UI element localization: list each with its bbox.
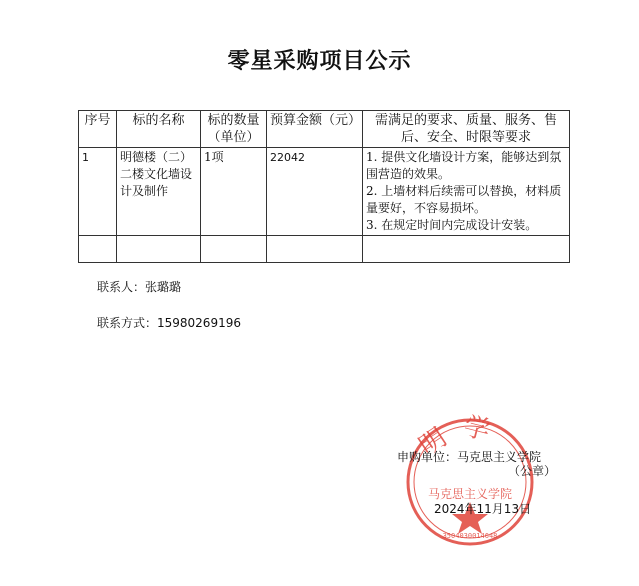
seal-code: 3504030014648 — [442, 532, 498, 540]
col-header-qty: 标的数量（单位） — [201, 111, 267, 148]
empty-cell — [79, 236, 117, 263]
seal-note: （公章） — [508, 464, 557, 478]
requirement-item: 3. 在规定时间内完成设计安装。 — [366, 218, 538, 232]
empty-cell — [363, 236, 570, 263]
table-header-row — [79, 111, 570, 148]
cell-name: 明德楼（二）二楼文化墙设计及制作 — [117, 148, 201, 236]
cell-qty: 1项 — [201, 148, 267, 236]
table-row — [79, 148, 570, 236]
requirement-item: 1. 提供文化墙设计方案，能够达到氛围营造的效果。 — [366, 150, 562, 181]
cell-budget: 22042 — [267, 148, 363, 236]
col-header-budget: 预算金额（元） — [267, 111, 363, 148]
contact-person: 联系人：张璐璐 — [97, 280, 182, 294]
contact-phone: 联系方式：15980269196 — [97, 316, 241, 330]
col-header-name: 标的名称 — [117, 111, 201, 148]
cell-requirements — [363, 148, 570, 236]
seal-bottom-text: 马克思主义学院 — [427, 487, 513, 501]
page-title: 零星采购项目公示 — [227, 48, 412, 74]
seal-arc-text: 明学 — [413, 411, 507, 462]
requesting-unit: 申购单位：马克思主义学院 — [397, 450, 542, 464]
signature-date: 2024年11月13日 — [434, 502, 532, 516]
empty-cell — [267, 236, 363, 263]
empty-cell — [201, 236, 267, 263]
table-row-empty — [79, 236, 570, 263]
empty-cell — [117, 236, 201, 263]
col-header-requirements: 需满足的要求、质量、服务、售后、安全、时限等要求 — [363, 111, 570, 148]
official-seal-icon — [400, 410, 540, 550]
requirement-item: 2. 上墙材料后续需可以替换，材料质量要好，不容易损坏。 — [366, 184, 562, 215]
col-header-no: 序号 — [79, 111, 117, 148]
procurement-table — [78, 110, 570, 263]
cell-no: 1 — [79, 148, 117, 236]
